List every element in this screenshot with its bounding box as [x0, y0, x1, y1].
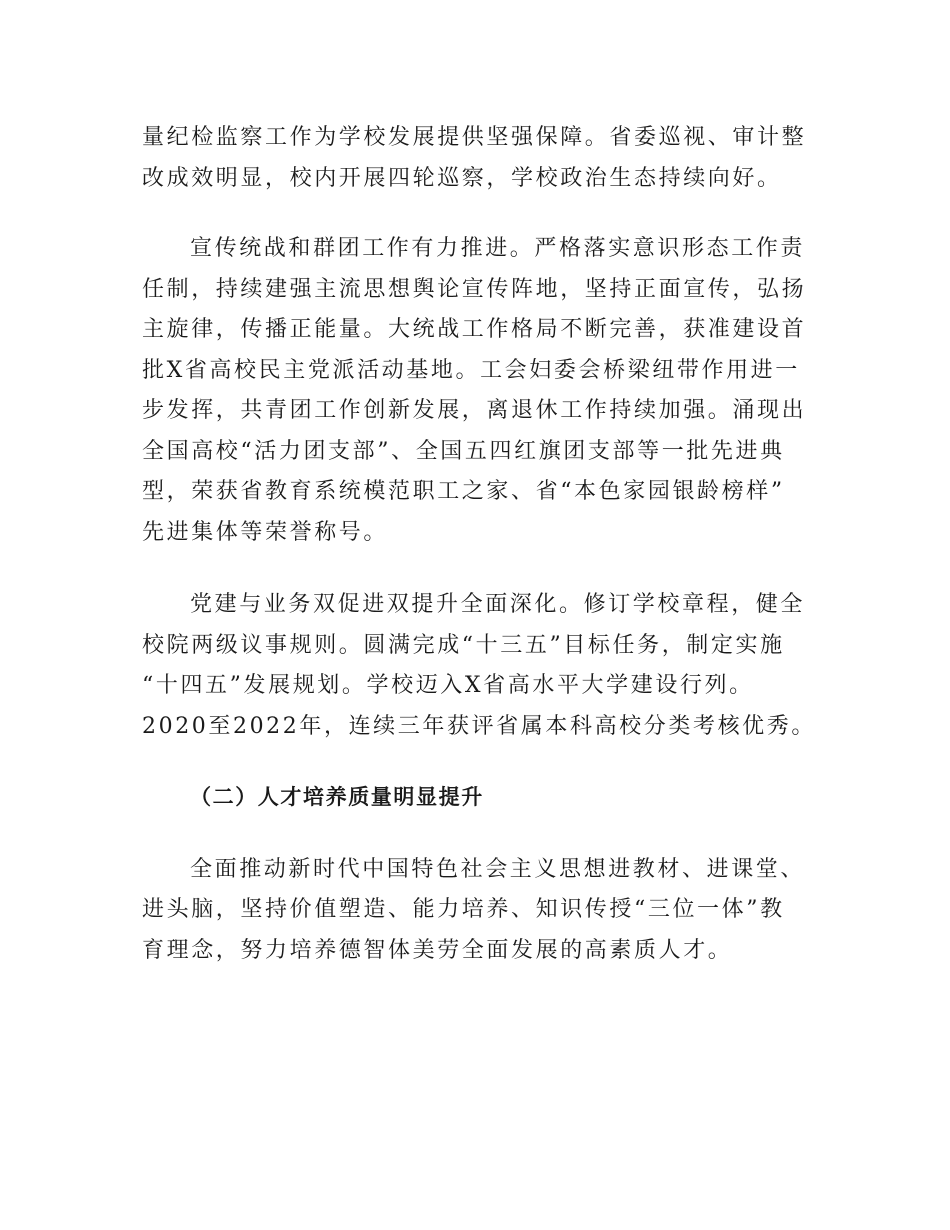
paragraph-discipline-inspection — [142, 118, 810, 199]
text-line: 宣传统战和群团工作有力推进。严格落实意识形态工作责 — [190, 236, 806, 261]
document-page — [142, 118, 816, 971]
text-line: 先进集体等荣誉称号。 — [142, 519, 389, 545]
text-line: 批X省高校民主党派活动基地。工会妇委会桥梁纽带作用进一 — [142, 357, 800, 383]
text-line: 全面推动新时代中国特色社会主义思想进教材、进课堂、 — [190, 856, 806, 882]
section-heading: （二）人才培养质量明显提升 — [190, 785, 484, 809]
text-line: 任制，持续建强主流思想舆论宣传阵地，坚持正面宣传，弘扬 — [142, 276, 807, 302]
text-line: “十四五”发展规划。学校迈入X省高水平大学建设行列。 — [142, 673, 754, 698]
text-line: 校院两级议事规则。圆满完成“十三五”目标任务，制定实施 — [142, 632, 785, 658]
paragraph-talent-cultivation — [142, 850, 810, 972]
paragraph-party-building — [142, 585, 816, 747]
text-line: 党建与业务双促进双提升全面深化。修订学校章程，健全 — [190, 592, 806, 617]
text-line: 型，荣获省教育系统模范职工之家、省“本色家园银龄榜样” — [142, 479, 785, 504]
text-line: 进头脑，坚持价值塑造、能力培养、知识传授“三位一体”教 — [142, 897, 785, 922]
text-line: 步发挥，共青团工作创新发展，离退休工作持续加强。涌现出 — [142, 398, 807, 423]
text-line: 全国高校“活力团支部”、全国五四红旗团支部等一批先进典 — [142, 438, 785, 464]
text-line: 主旋律，传播正能量。大统战工作格局不断完善，获准建设首 — [142, 317, 807, 342]
paragraph-publicity-united-front — [142, 229, 810, 553]
text-line: 育理念，努力培养德智体美劳全面发展的高素质人才。 — [142, 937, 733, 963]
text-line: 2020至2022年，连续三年获评省属本科高校分类考核优秀。 — [142, 713, 816, 739]
text-line: 改成效明显，校内开展四轮巡察，学校政治生态持续向好。 — [142, 165, 782, 191]
text-line: 量纪检监察工作为学校发展提供坚强保障。省委巡视、审计整 — [142, 125, 807, 150]
